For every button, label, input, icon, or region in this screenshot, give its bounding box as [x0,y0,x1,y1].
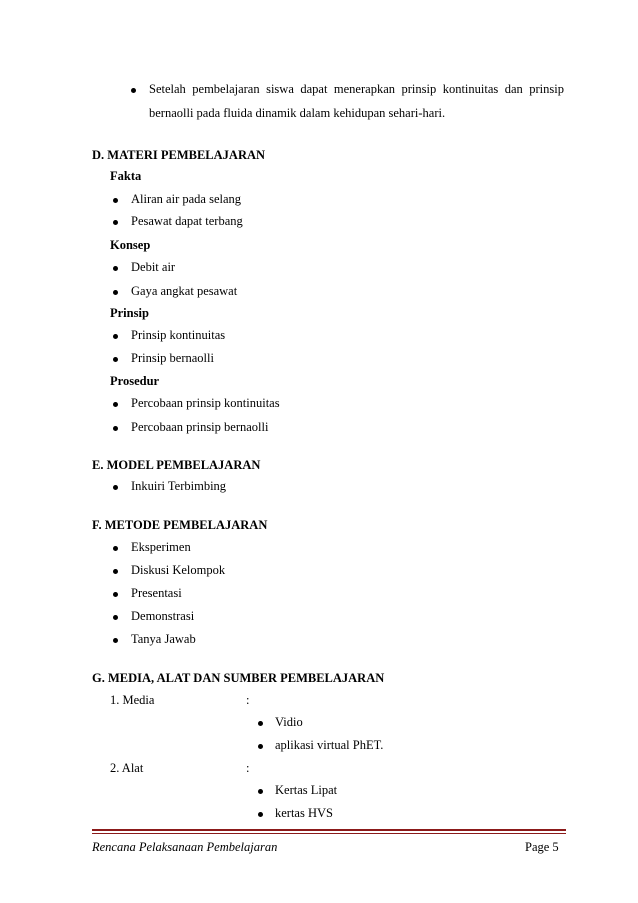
bullet-icon [113,220,118,225]
intro-bullet-line-1: Setelah pembelajaran siswa dapat menerapkan prinsip kontinuitas dan prinsip [149,82,564,96]
bullet-icon [113,290,118,295]
list-item: aplikasi virtual PhET. [275,738,384,752]
list-item: Eksperimen [131,540,191,554]
group-label-konsep: Konsep [110,238,151,252]
bullet-icon [258,744,263,749]
group-label-fakta: Fakta [110,169,142,183]
list-item: Gaya angkat pesawat [131,284,238,298]
footer-rule-thick [92,829,566,831]
list-item: Aliran air pada selang [131,192,242,206]
list-item: Vidio [275,715,303,729]
section-f-heading: F. METODE PEMBELAJARAN [92,518,268,532]
page-number: Page 5 [525,840,559,854]
bullet-icon [113,592,118,597]
list-item: kertas HVS [275,806,333,820]
bullet-icon [113,569,118,574]
list-item: Kertas Lipat [275,783,338,797]
bullet-icon [113,198,118,203]
alat-label: 2. Alat [110,761,144,775]
bullet-icon [113,485,118,490]
bullet-icon [258,812,263,817]
list-item: Percobaan prinsip bernaolli [131,420,269,434]
list-item: Inkuiri Terbimbing [131,479,227,493]
list-item: Percobaan prinsip kontinuitas [131,396,280,410]
bullet-icon [113,546,118,551]
footer-rule-thin [92,833,566,834]
footer-title: Rencana Pelaksanaan Pembelajaran [92,840,278,854]
list-item: Tanya Jawab [131,632,196,646]
list-item: Diskusi Kelompok [131,563,226,577]
bullet-icon [258,721,263,726]
bullet-icon [113,615,118,620]
bullet-icon [131,88,136,93]
alat-colon: : [246,761,250,775]
bullet-icon [113,334,118,339]
bullet-icon [113,402,118,407]
group-label-prosedur: Prosedur [110,374,160,388]
list-item: Prinsip bernaolli [131,351,214,365]
intro-bullet-line-2: bernaolli pada fluida dinamik dalam kehidupan sehari-hari. [149,106,446,120]
list-item: Prinsip kontinuitas [131,328,226,342]
bullet-icon [113,357,118,362]
list-item: Presentasi [131,586,182,600]
section-e-heading: E. MODEL PEMBELAJARAN [92,458,261,472]
group-label-prinsip: Prinsip [110,306,149,320]
bullet-icon [113,266,118,271]
section-g-heading: G. MEDIA, ALAT DAN SUMBER PEMBELAJARAN [92,671,385,685]
media-colon: : [246,693,250,707]
media-label: 1. Media [110,693,155,707]
list-item: Debit air [131,260,176,274]
bullet-icon [113,638,118,643]
list-item: Pesawat dapat terbang [131,214,243,228]
list-item: Demonstrasi [131,609,195,623]
section-d-heading: D. MATERI PEMBELAJARAN [92,148,266,162]
bullet-icon [113,426,118,431]
bullet-icon [258,789,263,794]
